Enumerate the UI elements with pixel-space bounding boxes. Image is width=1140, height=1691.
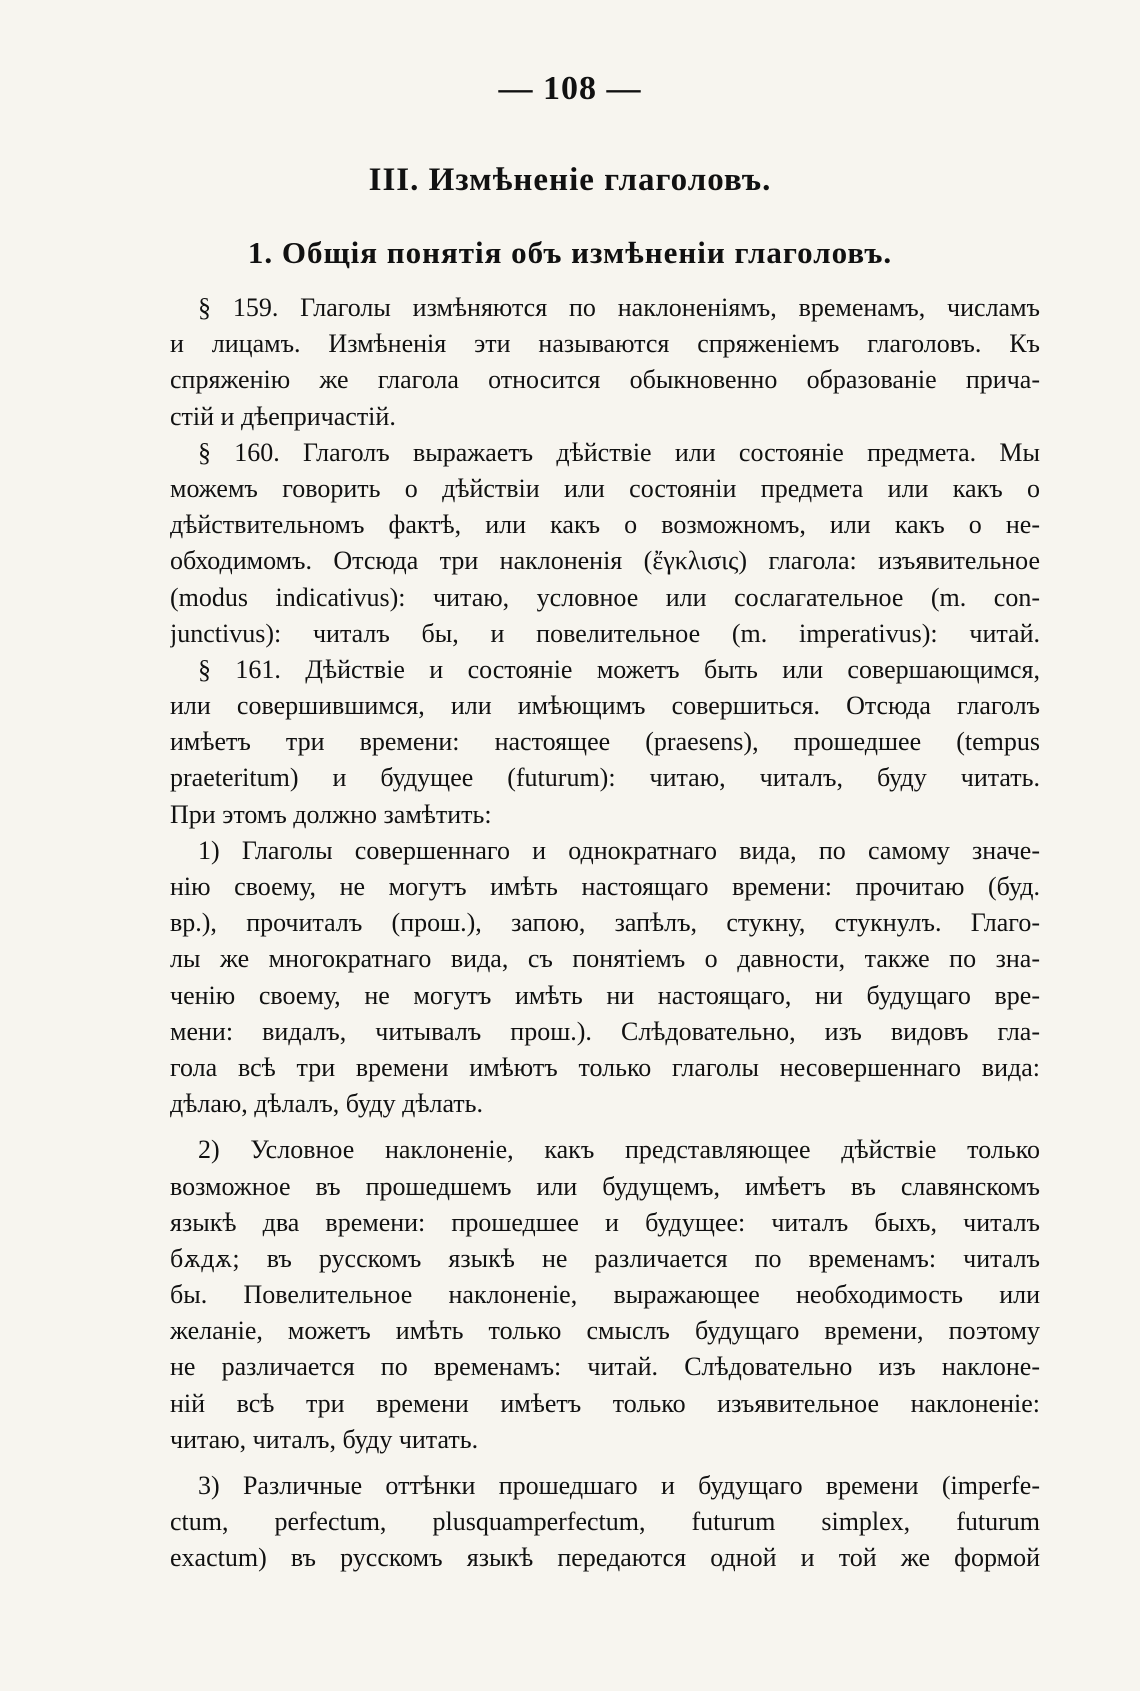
text-line: стій и дѣепричастій. [170,401,396,431]
text-line: можемъ говорить о дѣйствіи или состояніи предмета или какъ о [170,473,1040,503]
text-line: желаніе, можетъ имѣть только смыслъ будущаго времени, поэтому [170,1316,1040,1346]
text-line: 2) Условное наклоненіе, какъ представляющее дѣйствіе только [198,1135,1040,1165]
text-line: нію своему, не могутъ имѣть настоящаго времени: прочитаю (буд. [170,872,1040,901]
text-line: бѫдѫ; въ русскомъ языкѣ не различается по временамъ: читалъ [170,1243,1040,1273]
text-line: читаю, читалъ, буду читать. [170,1424,479,1454]
text-line: (modus indicativus): читаю, условное или сослагательное (m. con- [170,582,1040,612]
body-text [170,290,1040,1577]
text-line: 1) Глаголы совершеннаго и однократнаго вида, по самому значе- [198,835,1040,865]
text-line: имѣетъ три времени: настоящее (praesens), прошедшее (tempus [170,727,1040,757]
section-title: III. Измѣненіе глаголовъ. [368,162,772,198]
text-line: 3) Различные оттѣнки прошедшаго и будущаго времени (imperfe- [198,1471,1040,1500]
text-line: praeteritum) и будущее (futurum): читаю, читалъ, буду читать. [170,763,1040,793]
text-line: или совершившимся, или имѣющимъ совершиться. Отсюда глаголъ [170,691,1040,721]
text-line: вр.), прочиталъ (прош.), запою, запѣлъ, стукну, стукнулъ. Глаго- [170,908,1040,938]
text-line: § 161. Дѣйствіе и состояніе можетъ быть или совершающимся, [198,654,1040,684]
text-line: гола всѣ три времени имѣютъ только глаголы несовершеннаго вида: [170,1052,1040,1082]
text-line: § 159. Глаголы измѣняются по наклоненіямъ, временамъ, числамъ [198,293,1040,322]
text-line: дѣйствительномъ фактѣ, или какъ о возможномъ, или какъ о не- [170,510,1040,540]
text-line: дѣлаю, дѣлалъ, буду дѣлать. [170,1089,484,1119]
text-line: и лицамъ. Измѣненія эти называются спряженіемъ глаголовъ. Къ [170,329,1040,359]
text-line: junctivus): читалъ бы, и повелительное (m. imperativus): читай. [170,618,1040,648]
text-line: ctum, perfectum, plusquamperfectum, futurum simplex, futurum [170,1507,1040,1537]
page-number: — 108 — [498,70,642,107]
subsection-title: 1. Общія понятія объ измѣненіи глаголовъ. [247,235,893,270]
text-line: бы. Повелительное наклоненіе, выражающее необходимость или [170,1280,1040,1310]
text-line: спряженію же глагола относится обыкновенно образованіе прича- [170,365,1040,395]
text-line: При этомъ должно замѣтить: [170,799,492,829]
text-line: обходимомъ. Отсюда три наклоненія (ἔγκλισις) глагола: изъявительное [170,546,1040,576]
text-line: не различается по временамъ: читай. Слѣдовательно изъ наклоне- [170,1352,1040,1382]
text-line: § 160. Глаголъ выражаетъ дѣйствіе или состояніе предмета. Мы [198,437,1040,467]
text-line: языкѣ два времени: прошедшее и будущее: читалъ быхъ, читалъ [170,1207,1040,1237]
text-line: лы же многократнаго вида, съ понятіемъ о давности, также по зна- [170,944,1040,974]
text-line: ченію своему, не могутъ имѣть ни настоящаго, ни будущаго вре- [170,980,1040,1010]
text-line: мени: видалъ, читывалъ прош.). Слѣдовательно, изъ видовъ гла- [170,1016,1040,1046]
text-line: возможное въ прошедшемъ или будущемъ, имѣетъ въ славянскомъ [170,1171,1040,1201]
text-line: ній всѣ три времени имѣетъ только изъявительное наклоненіе: [170,1388,1040,1418]
text-line: exactum) въ русскомъ языкѣ передаются одной и той же формой [170,1543,1040,1573]
